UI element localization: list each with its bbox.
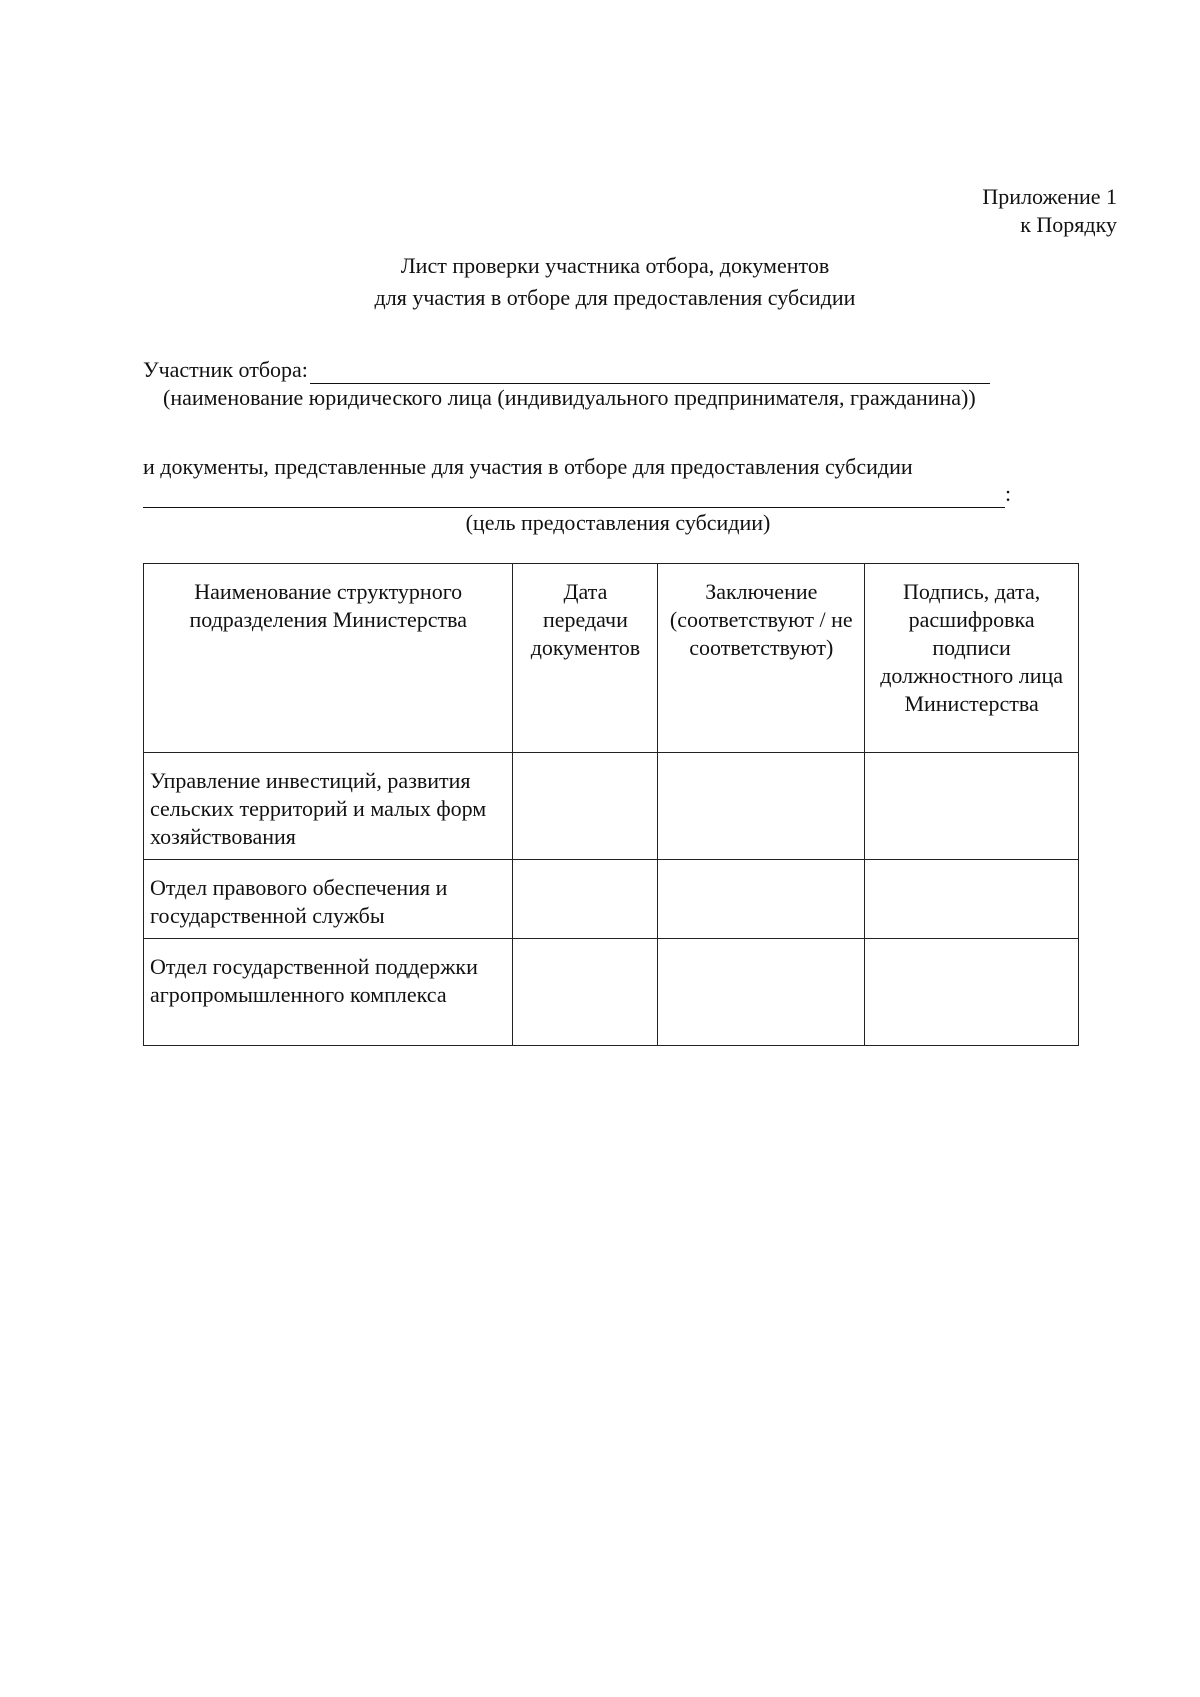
document-title [0,250,1200,314]
conclusion-cell[interactable] [658,860,865,939]
verification-table [143,563,1079,1046]
header-department: Наименование структурного подразделения Министерства [144,564,513,753]
participant-hint: (наименование юридического лица (индивидуального предпринимателя, гражданина)) [163,385,976,410]
title-line-1: Лист проверки участника отбора, документов [400,253,830,278]
table-row [144,753,1079,860]
annex-number: Приложение 1 [982,184,1117,209]
table-row [144,860,1079,939]
date-cell[interactable] [513,939,658,1046]
participant-blank-field[interactable] [310,361,990,384]
conclusion-cell[interactable] [658,753,865,860]
participant-label: Участник отбора: [143,357,308,382]
conclusion-cell[interactable] [658,939,865,1046]
participant-row [143,356,990,384]
header-transfer-date: Дата передачи документов [513,564,658,753]
signature-cell[interactable] [865,753,1079,860]
goal-blank-field[interactable] [143,485,1005,508]
title-line-2: для участия в отборе для предоставления субсидии [374,285,856,310]
goal-row [143,480,1011,508]
department-cell: Отдел государственной поддержки агропромышленного комплекса [144,939,513,1046]
annex-reference [982,183,1117,239]
table-header-row [144,564,1079,753]
annex-target: к Порядку [1020,212,1117,237]
signature-cell[interactable] [865,939,1079,1046]
goal-hint: (цель предоставления субсидии) [465,510,771,535]
date-cell[interactable] [513,753,658,860]
department-cell: Управление инвестиций, развития сельских территорий и малых форм хозяйствования [144,753,513,860]
date-cell[interactable] [513,860,658,939]
table-row [144,939,1079,1046]
signature-cell[interactable] [865,860,1079,939]
department-cell: Отдел правового обеспечения и государственной службы [144,860,513,939]
header-conclusion: Заключение (соответствуют / не соответствуют) [658,564,865,753]
documents-statement: и документы, представленные для участия в отборе для предоставления субсидии [143,454,913,479]
goal-suffix: : [1005,481,1012,506]
header-signature: Подпись, дата, расшифровка подписи должностного лица Министерства [865,564,1079,753]
